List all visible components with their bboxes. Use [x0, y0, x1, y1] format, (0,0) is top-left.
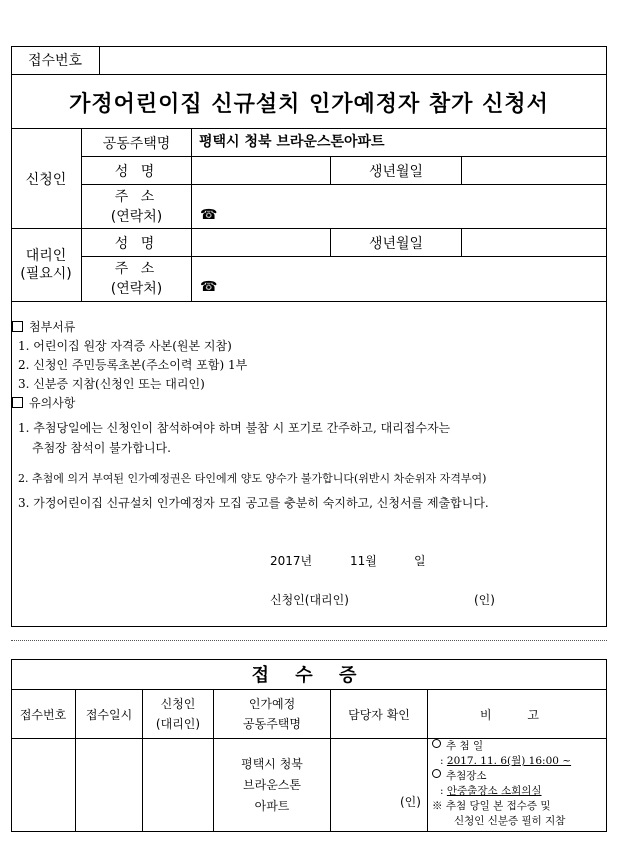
address-label-line1: 주 소 — [114, 188, 159, 205]
complex-label: 공동주택명 — [102, 135, 171, 152]
address-label-line2: (연락처) — [110, 208, 163, 225]
checkbox-icon — [12, 397, 23, 408]
applicant-address-label — [82, 185, 191, 228]
agent-birth-label: 생년월일 — [368, 235, 424, 252]
draw-place-label: 추첨장소 — [446, 770, 487, 782]
receipt-header-date: 접수일시 — [85, 707, 133, 722]
applicant-birth-label: 생년월일 — [368, 163, 424, 180]
applicant-name-field[interactable] — [192, 157, 330, 184]
agent-name-field[interactable] — [192, 229, 330, 256]
receipt-seal: (인) — [400, 795, 421, 809]
receipt-header-no: 접수번호 — [19, 707, 67, 722]
applicant-address-field[interactable] — [192, 185, 607, 228]
receipt-header-remarks: 비 고 — [480, 707, 555, 722]
phone-icon: ☎ — [200, 207, 218, 223]
agent-birth-field[interactable] — [462, 229, 607, 256]
receipt-title: 접 수 증 — [251, 665, 367, 686]
form-title: 가정어린이집 신규설치 인가예정자 참가 신청서 — [69, 91, 549, 117]
applicant-section-label: 신청인 — [25, 171, 67, 188]
agent-section-label — [11, 229, 81, 301]
checkbox-icon — [12, 321, 23, 332]
receipt-header-staff: 담당자 확인 — [348, 707, 410, 722]
agent-address-line2: (연락처) — [110, 281, 163, 297]
note-line2: 신청인 신분증 필히 지참 — [454, 815, 566, 827]
receipt-header-applicant: 신청인 (대리인) — [155, 697, 201, 731]
agent-name-label: 성 명 — [114, 235, 159, 252]
agent-address-field[interactable] — [192, 257, 607, 301]
attachments-heading: 첨부서류 — [12, 318, 602, 337]
receipt-no-cell[interactable] — [11, 739, 75, 832]
signature-seal: (인) — [474, 593, 495, 607]
date-year: 2017년 — [270, 554, 313, 568]
receipt-header-complex: 인가예정 공동주택명 — [243, 697, 301, 731]
circle-icon — [432, 769, 441, 778]
notes-section — [18, 418, 603, 513]
note-item-3: 3. 가정어린이집 신규설치 인가예정자 모집 공고를 충분히 숙지하고, 신청서를 제출합니다. — [18, 496, 489, 510]
receipt-remarks-cell: 추 첨 일 : 2017. 11. 6(월) 16:00 ~ 추첨장소 : 안중출장소 소회의실 ※ 추첨 당일 본 접수증 및 신청인 신분증 필히 지참 — [432, 739, 607, 829]
phone-icon: ☎ — [200, 279, 218, 295]
signature-label: 신청인(대리인) — [270, 593, 349, 607]
receipt-applicant-cell[interactable] — [143, 739, 213, 832]
date-day: 일 — [414, 554, 426, 568]
agent-label-line1: 대리인 — [25, 248, 67, 264]
circle-icon — [432, 739, 441, 748]
note-item-1-line1: 1. 추첨당일에는 신청인이 참석하여야 하며 불참 시 포기로 간주하고, 대리접수자는 — [18, 421, 451, 435]
cut-line — [11, 640, 607, 641]
receipt-complex-cell: 평택시 청북 브라운스톤 아파트 — [241, 757, 303, 813]
note-item-1-line2: 추첨장 참석이 불가합니다. — [32, 441, 171, 455]
agent-address-line1: 주 소 — [114, 261, 159, 277]
attachments-section — [12, 318, 602, 413]
note-item-2: 2. 추첨에 의거 부여된 인가예정권은 타인에게 양도 양수가 불가합니다(위반시 차순위자 자격부여) — [18, 472, 487, 485]
receipt-date-cell[interactable] — [76, 739, 142, 832]
date-month: 11월 — [350, 554, 377, 568]
applicant-name-label: 성 명 — [114, 163, 159, 180]
notes-heading: 유의사항 — [12, 394, 602, 413]
receipt-no-label: 접수번호 — [11, 46, 100, 75]
applicant-birth-field[interactable] — [462, 157, 607, 184]
agent-address-label — [82, 257, 191, 301]
attachment-item: 3. 신분증 지참(신청인 또는 대리인) — [18, 377, 205, 391]
draw-day-label: 추 첨 일 — [446, 740, 484, 752]
note-line1: ※ 추첨 당일 본 접수증 및 — [432, 800, 551, 812]
draw-day-value: 2017. 11. 6(월) 16:00 ~ — [446, 755, 572, 767]
attachment-item: 2. 신청인 주민등록초본(주소이력 포함) 1부 — [18, 358, 248, 372]
attachment-item: 1. 어린이집 원장 자격증 사본(원본 지참) — [18, 339, 232, 353]
complex-value: 평택시 청북 브라운스톤아파트 — [199, 134, 385, 150]
agent-label-line2: (필요시) — [20, 266, 72, 282]
draw-place-value: 안중출장소 소회의실 — [446, 785, 542, 797]
